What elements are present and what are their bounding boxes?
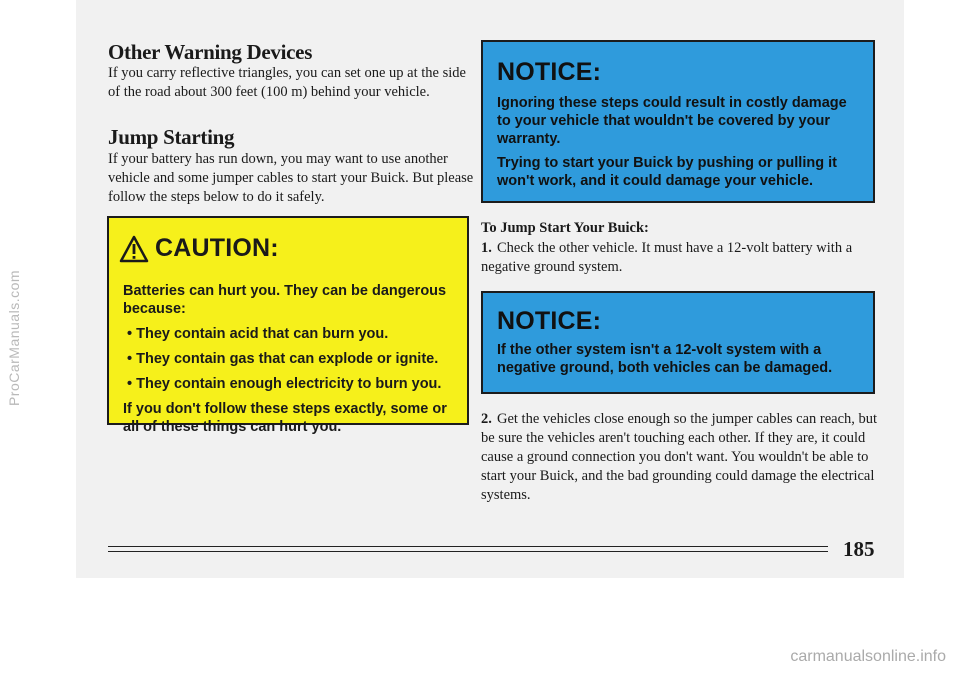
caution-item: • They contain gas that can explode or ignite. bbox=[127, 351, 439, 367]
notice-box-1 bbox=[481, 40, 875, 203]
footer-rule bbox=[108, 551, 828, 552]
step-2 bbox=[481, 410, 881, 505]
side-watermark bbox=[0, 0, 28, 676]
caution-title-text: CAUTION: bbox=[155, 234, 279, 262]
caution-body bbox=[123, 282, 463, 443]
caution-intro: Batteries can hurt you. They can be dangerous because: bbox=[123, 283, 447, 317]
bottom-watermark: carmanualsonline.info bbox=[790, 648, 946, 665]
jump-starting-heading: Jump Starting bbox=[108, 125, 235, 149]
warning-triangle-icon bbox=[119, 235, 149, 263]
step-2-text: Get the vehicles close enough so the jumper cables can reach, but be sure the vehicles aren't touching each other. If they are, it could cause a ground connection you don't want. You wouldn't be able to start your Buick, and the bad grounding could damage the electrical systems. bbox=[481, 411, 878, 503]
caution-item: • They contain acid that can burn you. bbox=[127, 326, 389, 342]
jump-starting-text: If your battery has run down, you may want to use another vehicle and some jumper cables to start your Buick. But please follow the steps below to do it safely. bbox=[108, 151, 474, 205]
step-1 bbox=[481, 239, 881, 277]
caution-item: • They contain enough electricity to burn you. bbox=[127, 376, 442, 392]
notice-2-body: If the other system isn't a 12-volt system with a negative ground, both vehicles can be damaged. bbox=[497, 342, 833, 376]
step-2-number: 2. bbox=[481, 411, 492, 427]
caution-title bbox=[119, 234, 279, 263]
side-watermark-text: ProCarManuals.com bbox=[6, 269, 23, 407]
notice-1-paragraph: Trying to start your Buick by pushing or pulling it won't work, and it could damage your vehicle. bbox=[497, 155, 837, 189]
caution-box bbox=[107, 216, 469, 435]
notice-1-body bbox=[497, 94, 861, 196]
jump-start-subheading: To Jump Start Your Buick: bbox=[481, 220, 649, 236]
notice-1-title: NOTICE: bbox=[497, 58, 602, 86]
step-1-number: 1. bbox=[481, 240, 492, 256]
step-1-text: Check the other vehicle. It must have a 12-volt battery with a negative ground system. bbox=[481, 240, 853, 275]
notice-1-paragraph: Ignoring these steps could result in costly damage to your vehicle that wouldn't be covered by your warranty. bbox=[497, 95, 847, 147]
other-warning-heading: Other Warning Devices bbox=[108, 40, 313, 64]
other-warning-text: If you carry reflective triangles, you can set one up at the side of the road about 300 feet (100 m) behind your vehicle. bbox=[108, 65, 466, 100]
caution-closing: If you don't follow these steps exactly, some or all of these things can hurt you. bbox=[123, 401, 447, 435]
footer-rule bbox=[108, 546, 828, 547]
notice-box-2 bbox=[481, 291, 875, 394]
notice-2-title: NOTICE: bbox=[497, 307, 602, 335]
caution-list bbox=[123, 325, 463, 393]
page-number: 185 bbox=[843, 537, 875, 561]
